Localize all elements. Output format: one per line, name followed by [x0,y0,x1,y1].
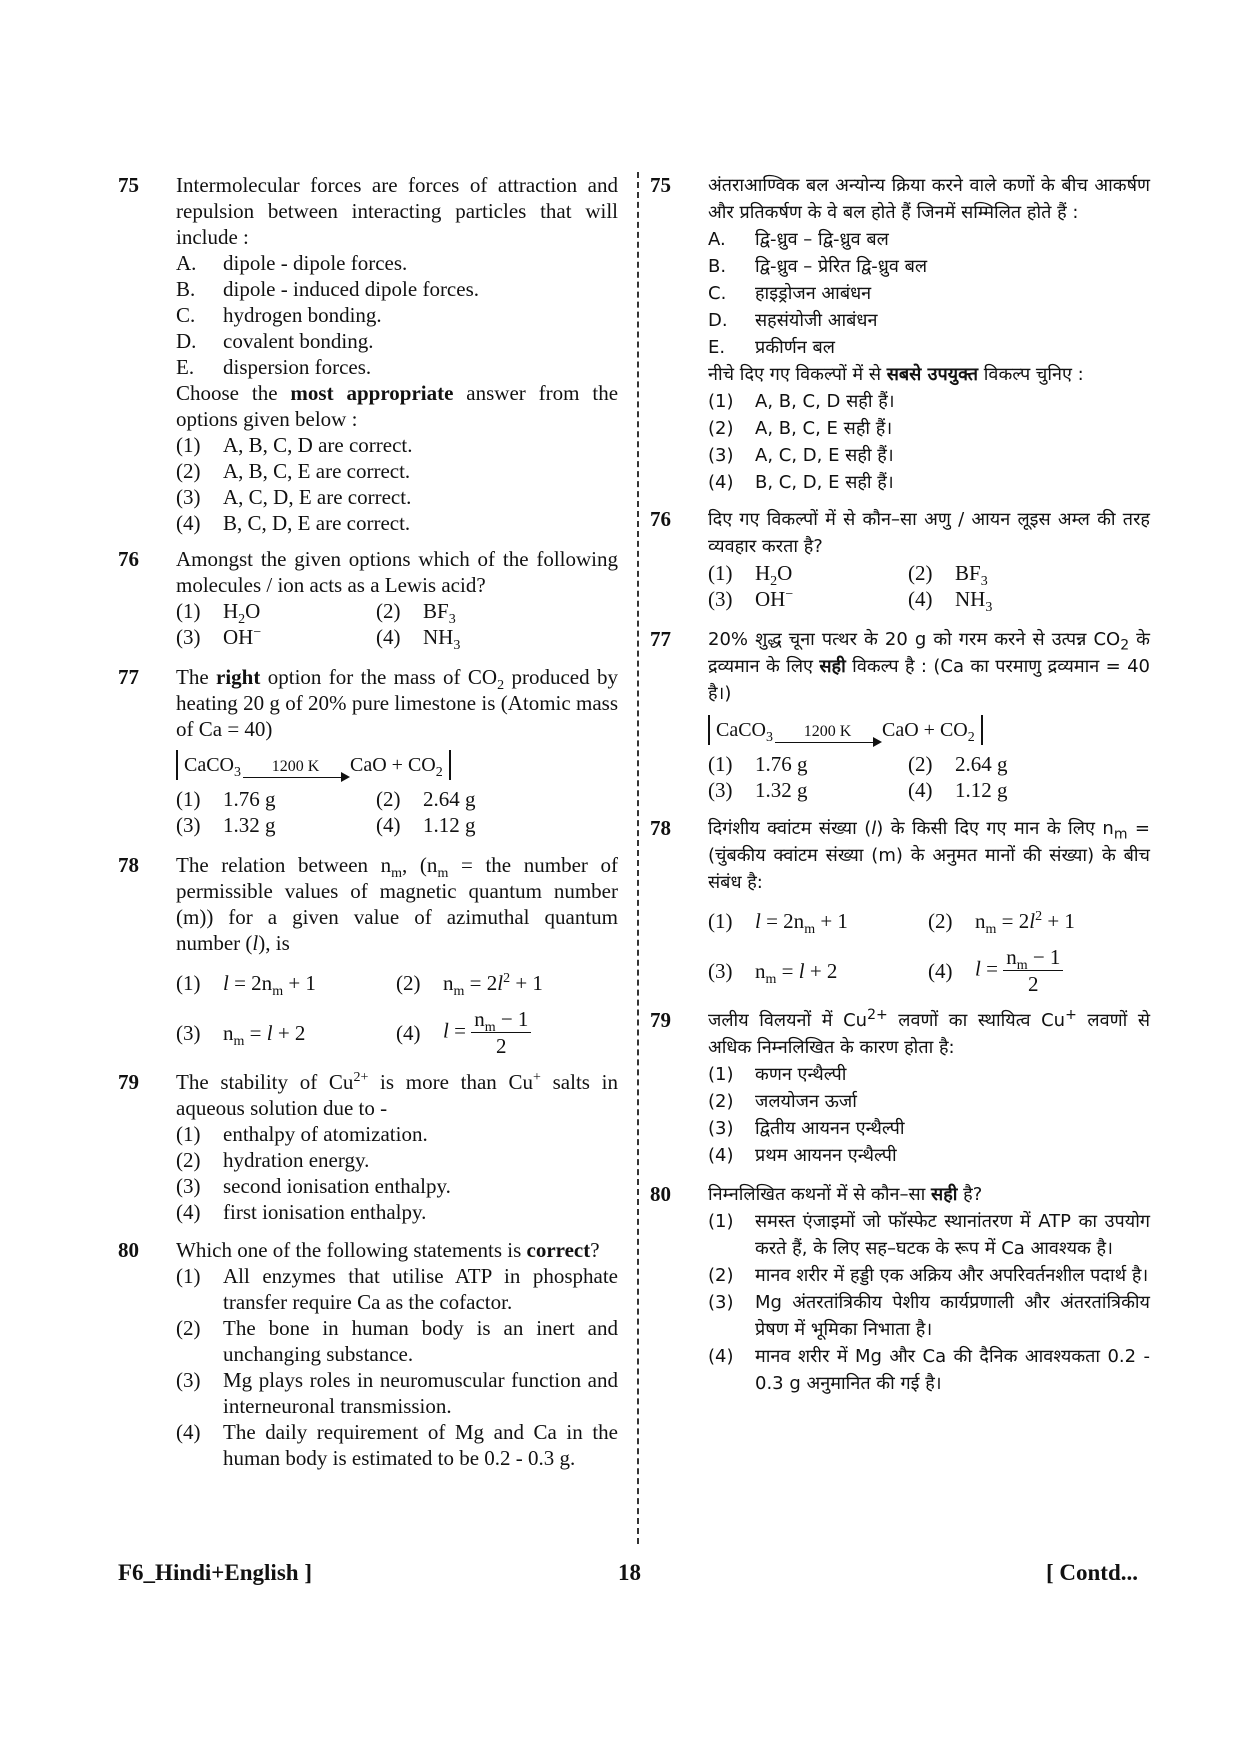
option-label: (1) [176,1264,201,1288]
option-1[interactable] [176,1121,618,1147]
question-number: 75 [650,173,671,197]
option-1[interactable]: (1) $l = 2n_m + 1$ [708,909,848,938]
option-1[interactable] [176,432,618,458]
option-4[interactable] [176,1199,618,1225]
question-stem: निम्नलिखित कथनों में से कौन–सा सही है? [708,1184,983,1205]
option-3[interactable] [708,1289,1150,1343]
option-text: 1.12 g [955,778,1008,802]
option-text: प्रकीर्णन बल [755,337,835,358]
option-text: कणन एन्थैल्पी [755,1064,847,1085]
question-number: 77 [118,665,139,689]
question-stem: जलीय विलयनों में $Cu^{2+}$ लवणों का स्थायित्व Cu+ लवणों से अधिक निम्नलिखित के कारण होता है: [708,1007,1150,1058]
option-text: The bone in human body is an inert and unchanging substance. [223,1316,618,1366]
option-label: (1) [708,1211,734,1232]
option-4[interactable]: (4) l = $\frac{n_m - 1}{2}$ [928,944,1148,997]
option-text: सहसंयोजी आबंधन [755,310,878,331]
option-text: हाइड्रोजन आबंधन [755,283,872,304]
option-text: प्रथम आयनन एन्थैल्पी [755,1145,897,1166]
question-77-hi [650,626,1150,803]
option-label: (4) [708,472,734,493]
option-text: जलयोजन ऊर्जा [755,1091,857,1112]
option-3[interactable]: (3) OH− [176,625,262,649]
option-text: second ionisation enthalpy. [223,1174,451,1198]
reaction-equation: CaCO$_3$ 1200 K CaO + $CO_2$ [176,750,451,780]
option-4[interactable] [908,777,1108,803]
option-label: (4) [708,1346,734,1367]
question-stem: The right option for the mass of $CO_2$ produced by heating 20 g of 20% pure limestone is (Atomic mass of Ca = 40) [176,665,618,741]
option-2[interactable]: (2) $BF_3$ [376,599,456,628]
option-4[interactable] [176,1419,618,1471]
option-label: (3) [176,1174,201,1198]
question-number: 76 [650,507,671,531]
option-1[interactable] [708,1061,1150,1088]
option-label: (2) [708,1265,734,1286]
options-grid [176,786,618,838]
option-text: The daily requirement of Mg and Ca in the human body is estimated to be 0.2 - 0.3 g. [223,1420,618,1470]
option-text: B, C, D, E are correct. [223,511,411,535]
option-text: मानव शरीर में हड्डी एक अक्रिय और अपरिवर्तनशील पदार्थ है। [755,1265,1149,1286]
option-label: C. [176,303,196,327]
question-79-en [118,1069,618,1225]
option-2[interactable] [376,786,576,812]
option-label: (3) [708,445,734,466]
option-label: (4) [176,511,201,535]
option-label: (1) [176,1122,201,1146]
option-label: (2) [708,418,734,439]
hindi-column [650,172,1150,1411]
question-number: 78 [650,816,671,840]
options-grid [176,598,618,654]
option-label: (4) [908,778,933,802]
option-4[interactable]: (4) $NH_3$ [376,625,461,654]
options-grid [708,751,1150,803]
reaction-equation: CaCO$_3$ 1200 K CaO + $CO_2$ [708,715,983,745]
option-text: मानव शरीर में Mg और Ca की दैनिक आवश्यकता 0.2 - 0.3 g अनुमानित की गई है। [755,1346,1150,1394]
option-4[interactable] [176,510,618,536]
option-text: 1.32 g [223,813,276,837]
option-1[interactable] [708,751,908,777]
option-label: (3) [708,1292,734,1313]
statement-4 [176,328,618,354]
statement-5 [176,354,618,380]
question-stem: Intermolecular forces are forces of attraction and repulsion between interacting particles that will include : [176,173,618,249]
option-2[interactable] [176,1147,618,1173]
column-divider [637,172,639,1544]
option-text: Mg अंतरतांत्रिकीय पेशीय कार्यप्रणाली और अंतरतांत्रिकीय प्रेषण में भूमिका निभाता है। [755,1292,1150,1340]
option-text: Mg plays roles in neuromuscular function and interneuronal transmission. [223,1368,618,1418]
option-4[interactable] [708,1142,1150,1169]
continued-label: [ Contd... [1045,1560,1138,1585]
option-text: A, B, C, E are correct. [223,459,411,483]
option-3[interactable] [708,1115,1150,1142]
option-4[interactable] [376,812,576,838]
option-1[interactable] [176,786,376,812]
option-label: (3) [176,813,201,837]
option-2[interactable] [708,1262,1150,1289]
option-3[interactable] [176,484,618,510]
statement-3 [176,302,618,328]
question-number: 76 [118,547,139,571]
option-3[interactable] [176,812,376,838]
question-number: 79 [118,1070,139,1094]
option-3[interactable]: (3) OH− [708,587,794,611]
option-text: 2.64 g [955,752,1008,776]
question-stem: 20% शुद्ध चूना पत्थर के 20 g को गरम करने से उत्पन्न $CO_2$ के द्रव्यमान के लिए सही विकल्प है : (Ca का परमाणु द्रव्यमान = 40 है।) [708,629,1151,704]
option-text: A, B, C, D सही हैं। [755,391,895,412]
option-text: 1.76 g [755,752,808,776]
option-label: B. [176,277,196,301]
question-79-hi [650,1007,1150,1169]
option-label: A. [708,229,726,250]
option-2[interactable]: (2) $n_m = 2l^2 + 1$ [928,909,1075,938]
option-label: (3) [176,1368,201,1392]
option-2[interactable] [908,751,1108,777]
option-text: dipole - induced dipole forces. [223,277,479,301]
option-text: द्वितीय आयनन एन्थैल्पी [755,1118,905,1139]
question-75-hi [650,172,1150,496]
option-label: (3) [176,485,201,509]
question-number: 78 [118,853,139,877]
option-text: dispersion forces. [223,355,372,379]
option-text: enthalpy of atomization. [223,1122,428,1146]
option-label: (4) [708,1145,734,1166]
option-label: (1) [708,1064,734,1085]
option-1[interactable] [176,1263,618,1315]
option-label: (2) [908,752,933,776]
question-number: 75 [118,173,139,197]
option-3[interactable]: (3) $n_m = l + 2$ [708,958,838,987]
question-stem: The stability of $Cu^{2+}$ is more than Cu+ salts in aqueous solution due to - [176,1070,618,1120]
option-2[interactable] [176,1315,618,1367]
statement-4 [708,307,1150,334]
choose-instruction: नीचे दिए गए विकल्पों में से सबसे उपयुक्त विकल्प चुनिए : [708,364,1084,385]
paper-code: F6_Hindi+English ] [118,1560,312,1585]
statement-3 [708,280,1150,307]
question-stem: Amongst the given options which of the following molecules / ion acts as a Lewis acid? [176,547,618,597]
option-text: hydrogen bonding. [223,303,382,327]
option-2[interactable] [708,415,1150,442]
question-80-en [118,1237,618,1471]
option-1[interactable] [708,388,1150,415]
statement-1 [708,226,1150,253]
option-text: first ionisation enthalpy. [223,1200,427,1224]
option-label: (2) [176,1316,201,1340]
question-76-hi [650,506,1150,616]
statement-1 [176,250,618,276]
options-grid [708,560,1150,616]
option-label: C. [708,283,727,304]
option-label: A. [176,251,197,275]
question-stem: अंतराआण्विक बल अन्योन्य क्रिया करने वाले कणों के बीच आकर्षण और प्रतिकर्षण के वे बल होते हैं जिनमें सम्मिलित होते हैं : [708,175,1150,223]
option-text: 1.76 g [223,787,276,811]
question-78-en [118,852,618,1059]
english-column [118,172,618,1485]
question-stem: दिए गए विकल्पों में से कौन–सा अणु / आयन लूइस अम्ल की तरह व्यवहार करता है? [708,509,1150,557]
question-78-hi [650,815,1150,997]
option-3[interactable] [708,777,908,803]
option-2[interactable] [708,1088,1150,1115]
choose-instruction: Choose the most appropriate answer from the options given below : [176,381,619,431]
option-label: (4) [176,1420,201,1444]
option-2[interactable]: (2) $BF_3$ [908,561,988,590]
option-label: (1) [708,752,733,776]
option-2[interactable] [176,458,618,484]
option-text: dipole - dipole forces. [223,251,408,275]
option-label: (4) [376,813,401,837]
option-1[interactable] [708,1208,1150,1262]
option-text: समस्त एंजाइमों जो फॉस्फेट स्थानांतरण में ATP का उपयोग करते हैं, के लिए सह–घटक के रूप में Ca आवश्यक है। [755,1211,1150,1259]
option-text: A, B, C, E सही हैं। [755,418,893,439]
option-1[interactable]: (1) $H_2O$ [708,561,793,590]
question-stem: The relation between $n_m$, ($n_m$ = the number of permissible values of magnetic quantum number (m)) for a given value of azimuthal quantum number (l), is [176,853,619,955]
option-label: (3) [708,1118,734,1139]
statement-2 [708,253,1150,280]
option-text: द्वि-ध्रुव – प्रेरित द्वि-ध्रुव बल [755,256,928,277]
option-3[interactable]: (3) $n_m = l + 2$ [176,1020,306,1049]
option-text: covalent bonding. [223,329,374,353]
question-number: 79 [650,1008,671,1032]
statement-5 [708,334,1150,361]
option-text: 2.64 g [423,787,476,811]
option-label: (1) [176,433,201,457]
option-1[interactable]: (1) $H_2O$ [176,599,261,628]
option-label: E. [708,337,726,358]
option-label: B. [708,256,727,277]
option-text: A, C, D, E are correct. [223,485,412,509]
option-label: (2) [176,1148,201,1172]
option-text: 1.12 g [423,813,476,837]
question-80-hi [650,1181,1150,1397]
option-text: द्वि-ध्रुव – द्वि-ध्रुव बल [755,229,889,250]
option-label: (2) [176,459,201,483]
option-label: D. [708,310,728,331]
option-label: E. [176,355,195,379]
option-text: hydration energy. [223,1148,370,1172]
option-text: A, C, D, E सही हैं। [755,445,894,466]
option-text: B, C, D, E सही हैं। [755,472,894,493]
option-text: A, B, C, D are correct. [223,433,413,457]
option-text: All enzymes that utilise ATP in phosphate transfer require Ca as the cofactor. [223,1264,618,1314]
option-3[interactable] [176,1173,618,1199]
option-label: (4) [176,1200,201,1224]
option-label: (2) [376,787,401,811]
option-label: (2) [708,1091,734,1112]
question-77-en [118,664,618,838]
question-stem: दिगंशीय क्वांटम संख्या (l) के किसी दिए गए मान के लिए $n_m$ = (चुंबकीय क्वांटम संख्या (m) के अनुमत मानों की संख्या) के बीच संबंध है: [708,818,1150,893]
question-number: 77 [650,627,671,651]
option-4[interactable] [708,1343,1150,1397]
option-label: (1) [176,787,201,811]
option-2[interactable]: (2) $n_m = 2l^2 + 1$ [396,971,543,1000]
option-label: (3) [708,778,733,802]
option-label: D. [176,329,197,353]
option-3[interactable] [708,442,1150,469]
question-stem: Which one of the following statements is correct? [176,1238,600,1262]
question-75-en [118,172,618,536]
question-number: 80 [118,1238,139,1262]
option-text: 1.32 g [755,778,808,802]
option-1[interactable]: (1) $l = 2n_m + 1$ [176,971,316,1000]
statement-2 [176,276,618,302]
page-number: 18 [618,1560,641,1585]
option-4[interactable]: (4) $NH_3$ [908,587,993,616]
question-76-en [118,546,618,654]
option-label: (1) [708,391,734,412]
question-number: 80 [650,1182,671,1206]
option-4[interactable] [708,469,1150,496]
option-3[interactable] [176,1367,618,1419]
option-4[interactable]: (4) l = $\frac{n_m - 1}{2}$ [396,1006,616,1059]
